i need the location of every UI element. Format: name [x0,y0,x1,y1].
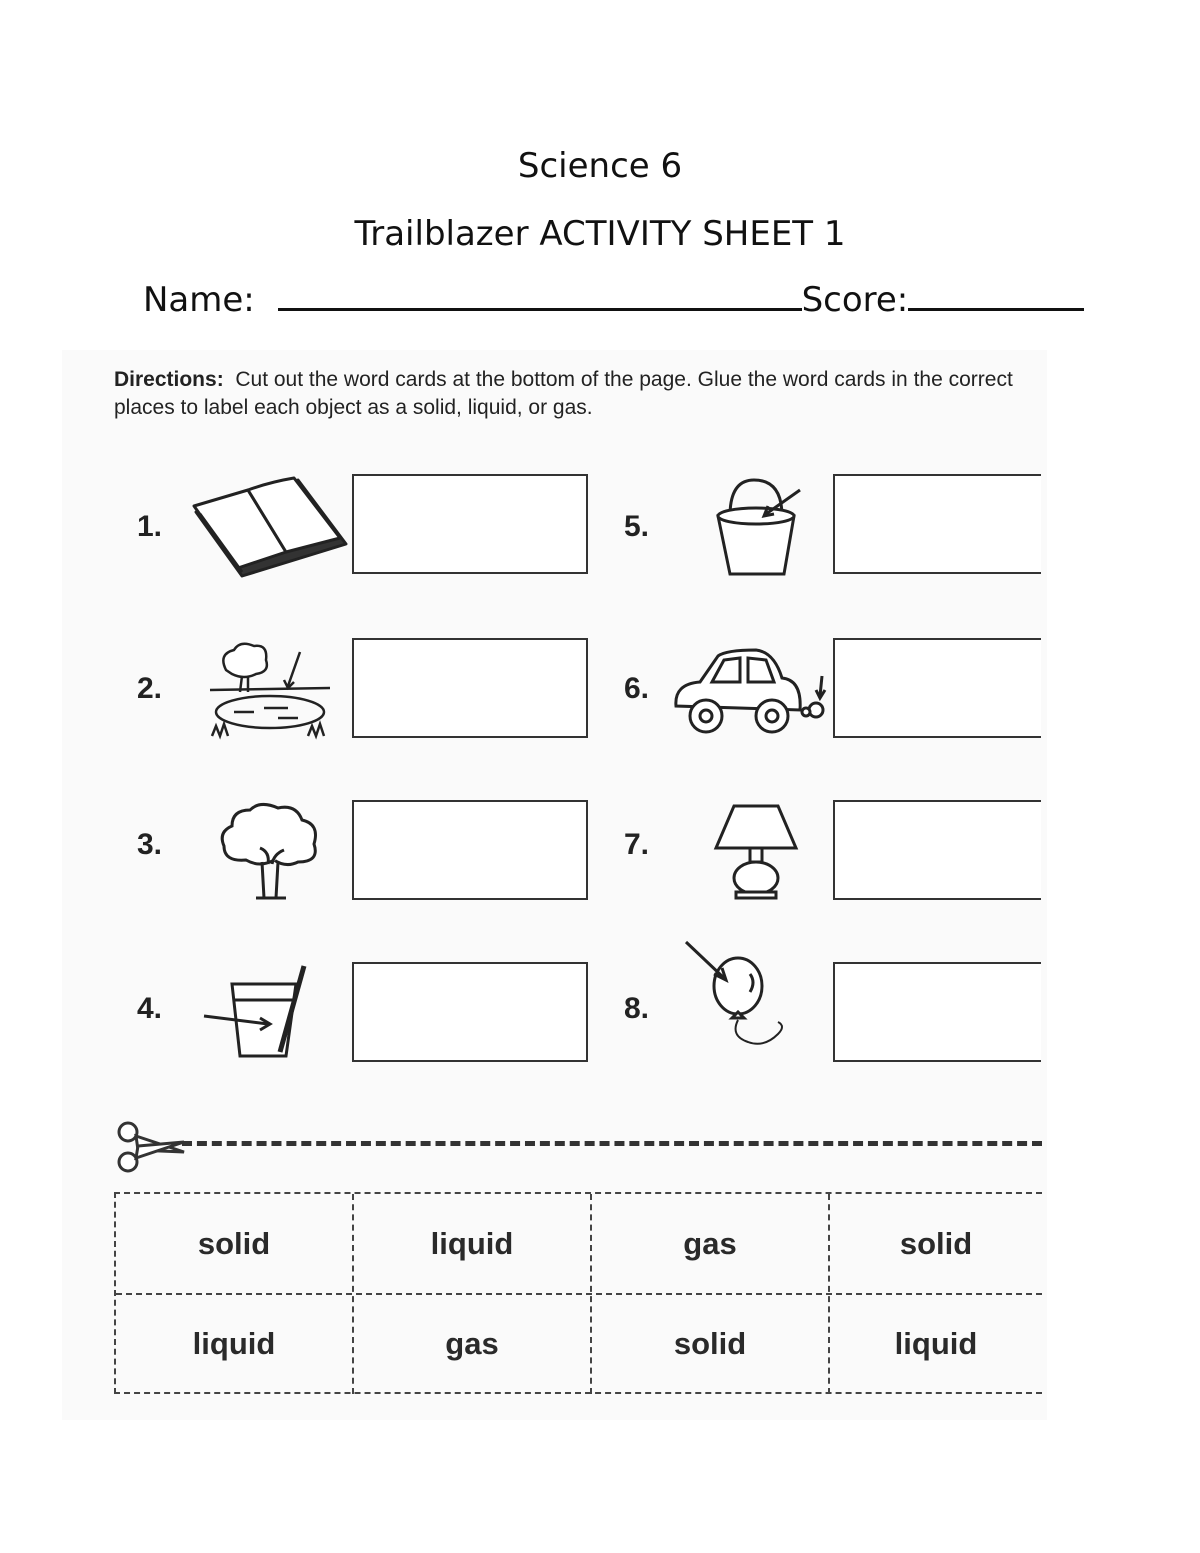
directions-label: Directions: [114,368,224,391]
tree-icon [216,802,326,902]
name-blank[interactable] [278,282,802,311]
word-card[interactable]: solid [899,1226,973,1261]
answer-box-3[interactable] [352,800,588,900]
glass-of-water-icon [200,960,312,1064]
answer-box-5[interactable] [833,474,1041,574]
directions-text: Cut out the word cards at the bottom of the page. Glue the word cards in the correct places to label each object as a solid, liquid, or gas. [114,368,1013,419]
page-subtitle: Trailblazer ACTIVITY SHEET 1 [354,214,846,254]
word-cards-grid [114,1192,1042,1394]
word-card[interactable]: liquid [430,1226,514,1261]
name-score-line [143,280,1084,320]
score-label: Score: [801,280,909,320]
item-number-5: 5. [624,510,650,543]
word-card[interactable]: liquid [192,1326,276,1361]
score-blank[interactable] [908,282,1084,311]
word-card[interactable]: solid [673,1326,747,1361]
word-card[interactable]: solid [197,1226,271,1261]
item-number-6: 6. [624,672,650,705]
directions [114,366,1054,422]
bucket-icon [708,476,808,580]
page-title: Science 6 [517,146,683,186]
cut-line [182,1141,1042,1146]
answer-box-7[interactable] [833,800,1041,900]
word-card[interactable]: liquid [894,1326,978,1361]
word-card[interactable]: gas [445,1326,499,1361]
item-number-1: 1. [137,510,163,543]
answer-box-8[interactable] [833,962,1041,1062]
balloon-icon [682,938,798,1064]
word-card[interactable]: gas [683,1226,737,1261]
lamp-icon [712,802,802,902]
name-label: Name: [143,280,255,320]
item-number-7: 7. [624,828,650,861]
answer-box-4[interactable] [352,962,588,1062]
item-number-2: 2. [137,672,163,705]
item-number-3: 3. [137,828,163,861]
car-exhaust-icon [670,644,832,740]
item-number-4: 4. [137,992,163,1025]
answer-box-1[interactable] [352,474,588,574]
book-icon [190,472,350,582]
scissors-icon [114,1120,186,1176]
pond-icon [208,640,336,742]
item-number-8: 8. [624,992,650,1025]
answer-box-2[interactable] [352,638,588,738]
answer-box-6[interactable] [833,638,1041,738]
